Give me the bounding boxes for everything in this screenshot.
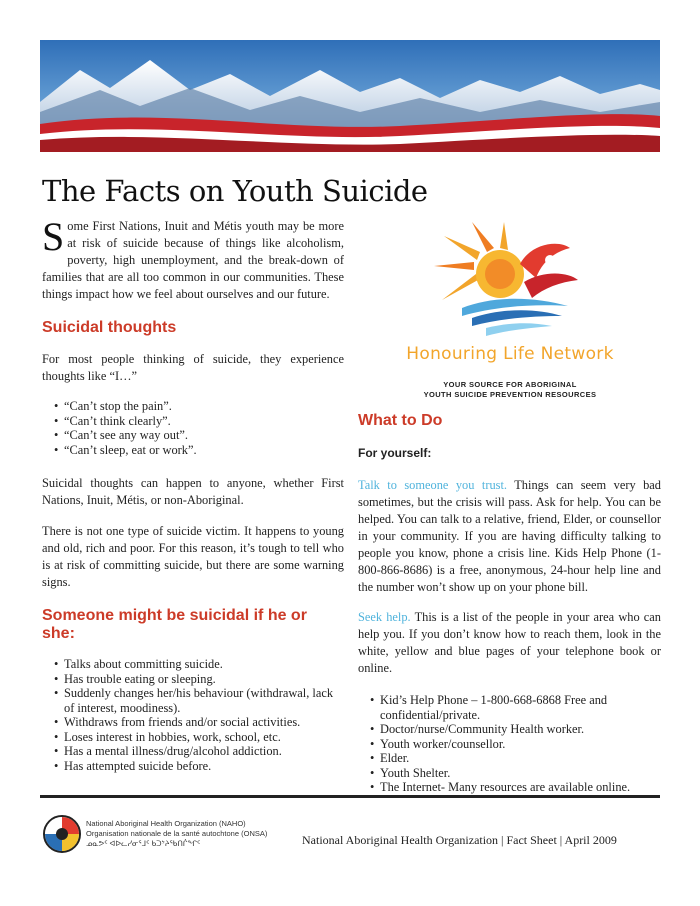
list-item: • “Can’t see any way out”.: [64, 428, 344, 443]
footer-divider: [40, 795, 660, 798]
page-title: The Facts on Youth Suicide: [42, 174, 428, 208]
list-item: • Elder.: [380, 751, 661, 766]
heading-suicidal-thoughts: Suicidal thoughts: [42, 319, 177, 336]
seek-help-paragraph: [358, 609, 661, 677]
list-item: • Has trouble eating or sleeping.: [64, 672, 344, 687]
left-column: [42, 214, 344, 773]
organization-names: [86, 819, 267, 849]
thoughts-paragraph-3: There is not one type of suicide victim. It happens to young and old, rich and poor. For this reason, it’s tough to tell who is at risk of committing suicide, but there are some warning signs.: [42, 524, 344, 589]
list-item: • “Can’t stop the pain”.: [64, 399, 344, 414]
org-name-english: National Aboriginal Health Organization (NAHO): [86, 819, 246, 828]
network-name: Honouring Life Network: [406, 344, 614, 364]
mountain-banner-image: [40, 40, 660, 152]
thoughts-list: [42, 399, 344, 457]
naho-logo-icon: [42, 814, 82, 854]
list-item: • The Internet- Many resources are available online.: [380, 780, 661, 795]
list-item: • Has a mental illness/drug/alcohol addiction.: [64, 744, 344, 759]
list-item: • “Can’t think clearly”.: [64, 414, 344, 429]
org-name-syllabics: ᓄᓇᕗᑦ ᐊᐅᓚᓯᓂᕐᒧᑦ ᑲᑐᔾᔨᖃᑎᒌᖏᑦ: [86, 839, 201, 848]
thoughts-paragraph-2: Suicidal thoughts can happen to anyone, whether First Nations, Inuit, Métis, or non-Aboriginal.: [42, 476, 344, 507]
subheading-for-yourself: For yourself:: [358, 446, 432, 460]
intro-paragraph: [42, 214, 344, 303]
list-item: • Has attempted suicide before.: [64, 759, 344, 774]
list-item: • Youth Shelter.: [380, 766, 661, 781]
help-resources-list: [358, 693, 661, 795]
heading-warning-signs: Someone might be suicidal if he or she:: [42, 607, 307, 642]
seek-help-lead: Seek help.: [358, 610, 411, 624]
list-item: • Youth worker/counsellor.: [380, 737, 661, 752]
list-item: • Loses interest in hobbies, work, school, etc.: [64, 730, 344, 745]
network-tagline: [390, 380, 630, 400]
list-item: • Doctor/nurse/Community Health worker.: [380, 722, 661, 737]
fact-sheet-line: National Aboriginal Health Organization | Fact Sheet | April 2009: [302, 833, 617, 847]
talk-paragraph: [358, 477, 661, 596]
talk-lead: Talk to someone you trust.: [358, 478, 508, 492]
thoughts-paragraph: For most people thinking of suicide, they experience thoughts like “I…”: [42, 352, 344, 383]
list-item: • Suddenly changes her/his behaviour (withdrawal, lack of interest, moodiness).: [64, 686, 344, 715]
org-name-french: Organisation nationale de la santé autochtone (ONSA): [86, 829, 268, 838]
sun-wave-logo-icon: [432, 222, 582, 340]
list-item: • Withdraws from friends and/or social activities.: [64, 715, 344, 730]
right-column: [358, 412, 661, 795]
seek-help-text: This is a list of the people in your area who can help you. If you don’t know how to reach them, look in the white, yellow and blue pages of your telephone book or online.: [358, 610, 661, 675]
list-item: • “Can’t sleep, eat or work”.: [64, 443, 344, 458]
mountain-banner: [40, 40, 660, 152]
tagline-line-1: YOUR SOURCE FOR ABORIGINAL: [443, 380, 577, 389]
heading-what-to-do: What to Do: [358, 412, 443, 429]
honouring-life-logo: [390, 222, 630, 400]
list-item: • Talks about committing suicide.: [64, 657, 344, 672]
dropcap-letter: S: [42, 214, 65, 259]
list-item: • Kid’s Help Phone – 1-800-668-6868 Free and confidential/private.: [380, 693, 661, 722]
intro-text: ome First Nations, Inuit and Métis youth may be more at risk of suicide because of things like alcoholism, poverty, high unemployment, and the break-down of families that are all too common in our communities. These things impact how we feel about ourselves and our future.: [42, 219, 344, 301]
talk-text: Things can seem very bad sometimes, but the crisis will pass. Ask for help. You can be helped. You can talk to a relative, friend, Elder, or counsellor in your community. If you are having difficulty talking to people you know, phone a crisis line. Kids Help Phone (1-800-866-8686) is a free, anonymous, 24-hour help line and the number won’t show up on your phone bill.: [358, 478, 661, 594]
tagline-line-2: YOUTH SUICIDE PREVENTION RESOURCES: [423, 390, 597, 399]
warning-signs-list: [42, 657, 344, 773]
